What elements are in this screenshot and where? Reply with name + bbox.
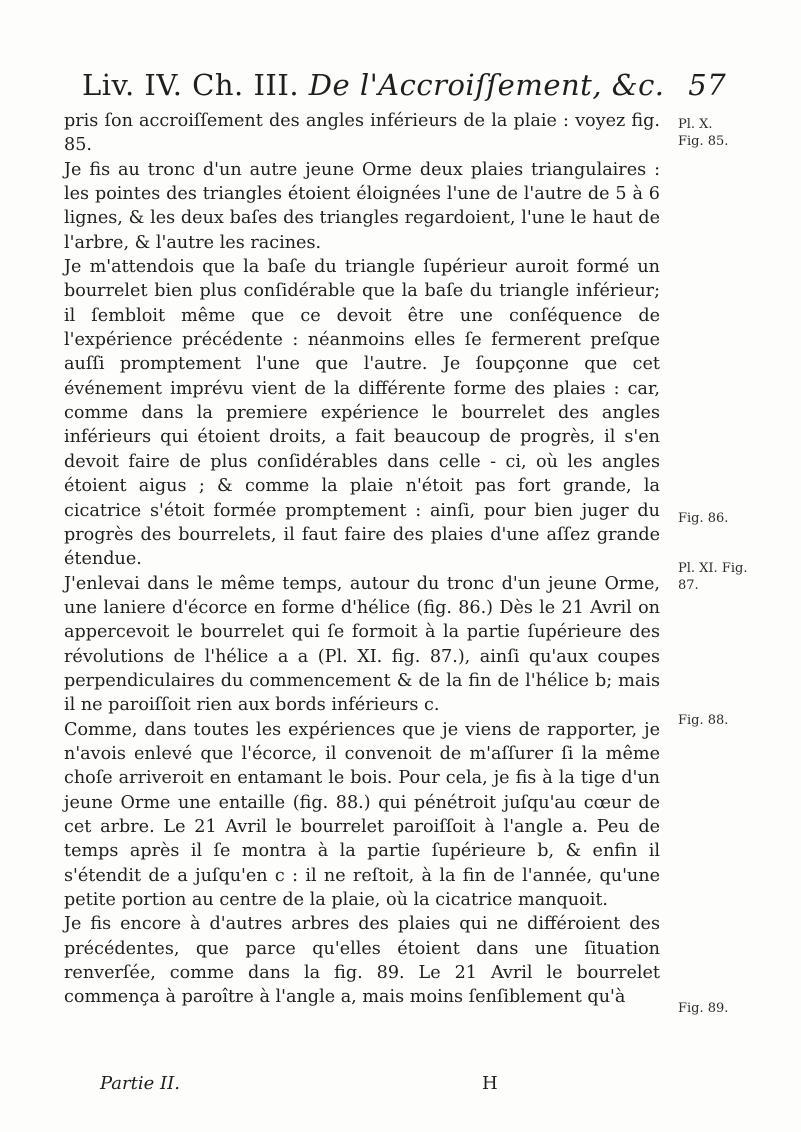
paragraph-2: Je fis au tronc d'un autre jeune Orme deux plaies triangulaires : les pointes des triangles étoient éloignées l'une de l'autre de 5 à 6 lignes, & les deux baſes des triangles regardoient, l'une le haut de l'arbre, & l'autre les racines. bbox=[64, 159, 660, 253]
header-chapter: Liv. IV. Ch. III. bbox=[82, 68, 300, 102]
paragraph-5: Comme, dans toutes les expériences que je viens de rapporter, je n'avois enlevé que l'écorce, il convenoit de m'aſſurer ſi la même choſe arriveroit en entamant le bois. Pour cela, je fis à la tige d'un jeune Orme une entaille (fig. 88.) qui pénétroit juſqu'au cœur de cet arbre. Le 21 Avril le bourrelet paroiſſoit à l'angle a. Peu de temps après il ſe montra à la partie ſupérieure b, & enfin il s'étendit de a juſqu'en c : il ne reſtoit, à la fin de l'année, qu'une petite portion au centre de la plaie, où la cicatrice manquoit. bbox=[64, 719, 660, 910]
body-text bbox=[64, 109, 660, 1010]
running-header bbox=[82, 68, 727, 102]
margin-note-fig-89: Fig. 89. bbox=[678, 1001, 729, 1016]
margin-note-pl-x: Pl. X. Fig. 85. bbox=[678, 117, 729, 149]
margin-note-fig-86: Fig. 86. bbox=[678, 511, 729, 526]
margin-note-fig-88: Fig. 88. bbox=[678, 713, 729, 728]
margin-note-pl-xi: Pl. XI. Fig. 87. bbox=[678, 561, 748, 593]
header-title: De l'Accroiſſement, &c. bbox=[308, 68, 665, 102]
paragraph-1: pris ſon accroiſſement des angles inférieurs de la plaie : voyez fig. 85. bbox=[64, 111, 660, 156]
paragraph-6: Je fis encore à d'autres arbres des plaies qui ne différoient des précédentes, que parce qu'elles étoient dans une ſituation renverſée, comme dans la fig. 89. Le 21 Avril le bourrelet commença à paroître à l'angle a, mais moins ſenſiblement qu'à bbox=[64, 914, 660, 1008]
page-number: 57 bbox=[688, 68, 727, 102]
paragraph-4: J'enlevai dans le même temps, autour du tronc d'un jeune Orme, une laniere d'écorce en forme d'hélice (fig. 86.) Dès le 21 Avril on appercevoit le bourrelet qui ſe formoit à la partie ſupérieure des révolutions de l'hélice a a (Pl. XI. fig. 87.), ainſi qu'aux coupes perpendiculaires du commencement & de la fin de l'hélice b; mais il ne paroiſſoit rien aux bords inférieurs c. bbox=[64, 573, 660, 716]
gathering-mark: H bbox=[482, 1073, 498, 1094]
paragraph-3: Je m'attendois que la baſe du triangle ſupérieur auroit formé un bourrelet bien plus conſidérable que la baſe du triangle inférieur; il ſembloit même que ce devoit être une conſéquence de l'expérience précédente : néanmoins elles ſe fermerent preſque auſſi promptement l'une que l'autre. Je ſoupçonne que cet événement imprévu vient de la différente forme des plaies : car, comme dans la premiere expérience le bourrelet des angles inférieurs qui étoient droits, a fait beaucoup de progrès, il s'en devoit faire de plus conſidérables dans celle - ci, où les angles étoient aigus ; & comme la plaie n'étoit pas fort grande, la cicatrice s'étoit formée promptement : ainſi, pour bien juger du progrès des bourrelets, il faut faire des plaies d'une aſſez grande étendue. bbox=[64, 257, 660, 570]
signature-mark: Partie II. bbox=[100, 1073, 180, 1094]
